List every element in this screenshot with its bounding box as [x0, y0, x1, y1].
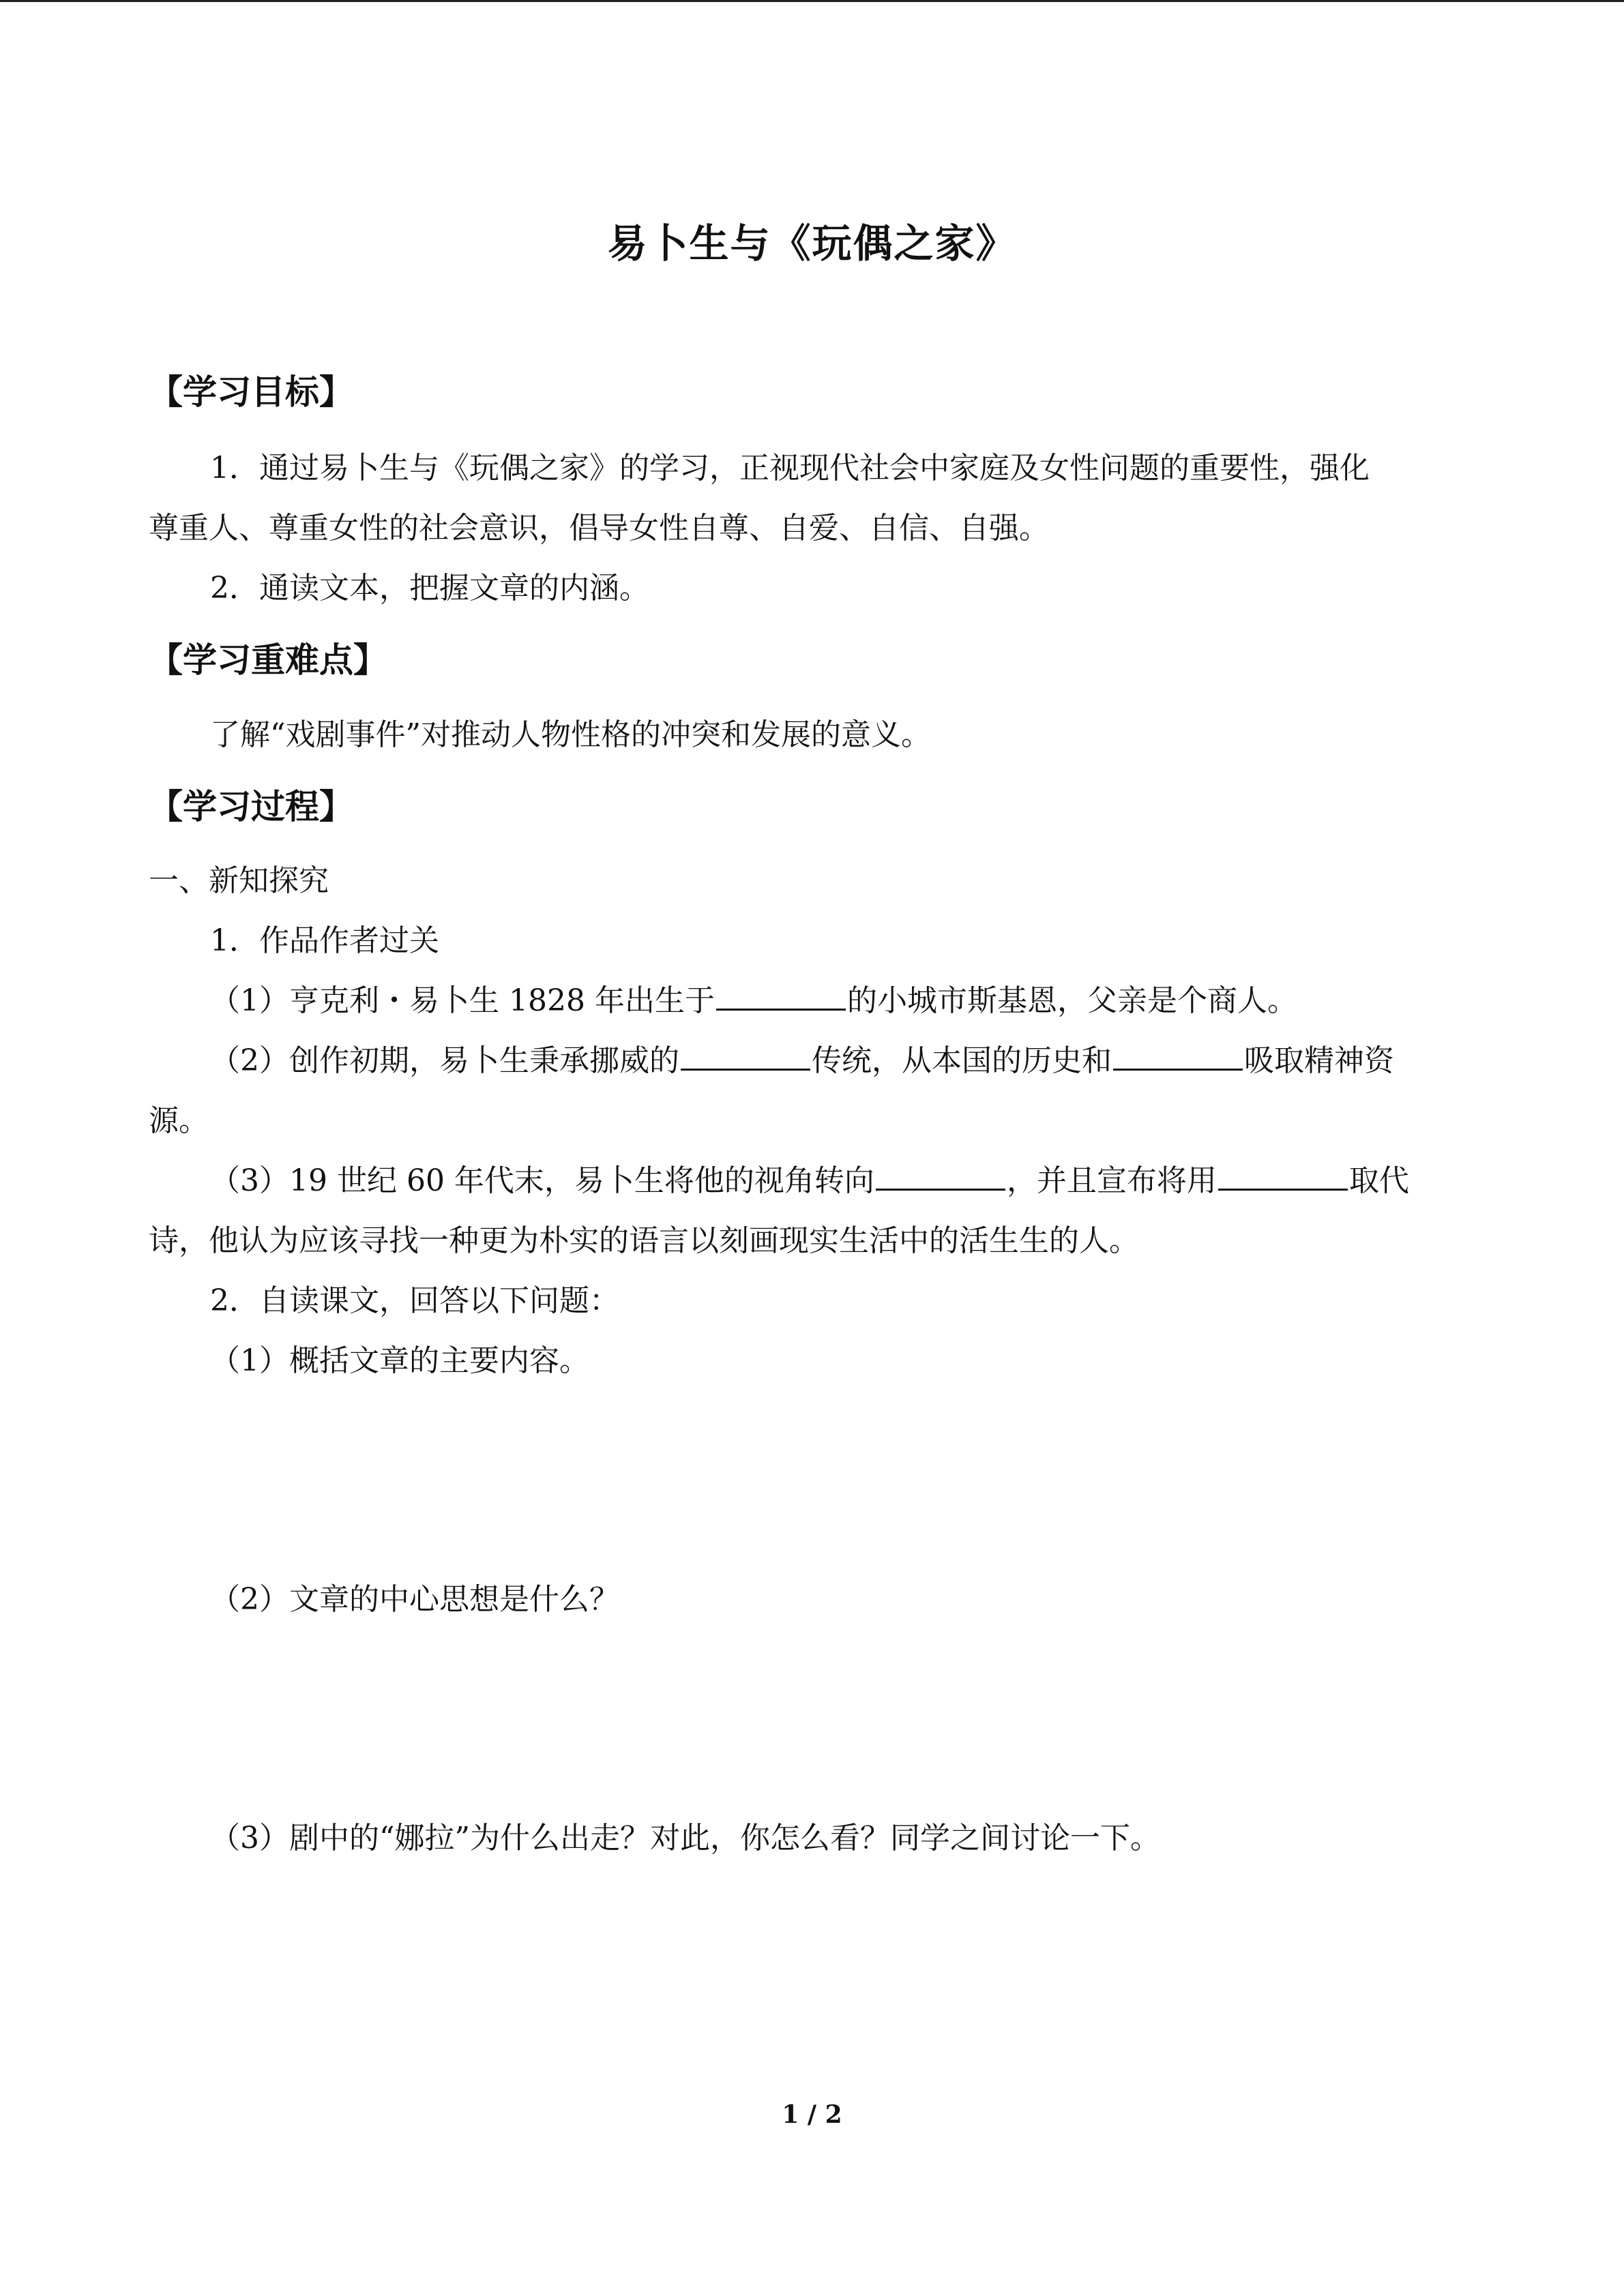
- fill-blank[interactable]: [1218, 1188, 1348, 1191]
- question-1-text-b: 的小城市斯基恩，父亲是个商人。: [846, 983, 1297, 1018]
- question-3-text-a: （3）19 世纪 60 年代末，易卜生将他的视角转向: [210, 1163, 874, 1198]
- fill-blank[interactable]: [876, 1188, 1005, 1191]
- section-process: 【学习过程】: [149, 787, 353, 826]
- question-2-continued: 源。: [149, 1103, 209, 1138]
- objective-1-line-1: 1．通过易卜生与《玩偶之家》的学习，正视现代社会中家庭及女性问题的重要性，强化: [210, 451, 1370, 486]
- top-border: [0, 0, 1624, 2]
- section-key-points: 【学习重难点】: [149, 640, 387, 680]
- subsection-1: 1．作品作者过关: [210, 923, 439, 958]
- question-3-text-c: 取代: [1348, 1163, 1409, 1198]
- subsection-2: 2．自读课文，回答以下问题：: [210, 1283, 619, 1318]
- question-2-text-a: （2）创作初期，易卜生秉承挪威的: [210, 1043, 679, 1078]
- key-points-text: 了解“戏剧事件”对推动人物性格的冲突和发展的意义。: [210, 717, 931, 752]
- fill-blank[interactable]: [681, 1068, 810, 1071]
- question-1: [210, 983, 1297, 1018]
- reading-question-2: （2）文章的中心思想是什么？: [210, 1582, 619, 1617]
- question-3-continued: 诗，他认为应该寻找一种更为朴实的语言以刻画现实生活中的活生生的人。: [149, 1223, 1139, 1258]
- section-objectives: 【学习目标】: [149, 372, 353, 412]
- question-2: [210, 1043, 1394, 1078]
- part-1-heading: 一、新知探究: [149, 863, 329, 898]
- reading-question-1: （1）概括文章的主要内容。: [210, 1343, 589, 1378]
- fill-blank[interactable]: [1113, 1068, 1243, 1071]
- fill-blank[interactable]: [716, 1008, 846, 1011]
- reading-question-3: （3）剧中的“娜拉”为什么出走？对此，你怎么看？同学之间讨论一下。: [210, 1821, 1160, 1855]
- objective-2: 2．通读文本，把握文章的内涵。: [210, 571, 649, 606]
- page-title: 易卜生与《玩偶之家》: [607, 220, 1017, 267]
- question-2-text-c: 吸取精神资: [1244, 1043, 1394, 1078]
- page-number: 1 / 2: [782, 2100, 842, 2129]
- objective-1-line-2: 尊重人、尊重女性的社会意识，倡导女性自尊、自爱、自信、自强。: [149, 511, 1049, 546]
- question-2-text-b: 传统，从本国的历史和: [812, 1043, 1112, 1078]
- question-3: [210, 1163, 1409, 1198]
- question-3-text-b: ，并且宣布将用: [1006, 1163, 1217, 1198]
- question-1-text-a: （1）亨克利・易卜生 1828 年出生于: [210, 983, 715, 1018]
